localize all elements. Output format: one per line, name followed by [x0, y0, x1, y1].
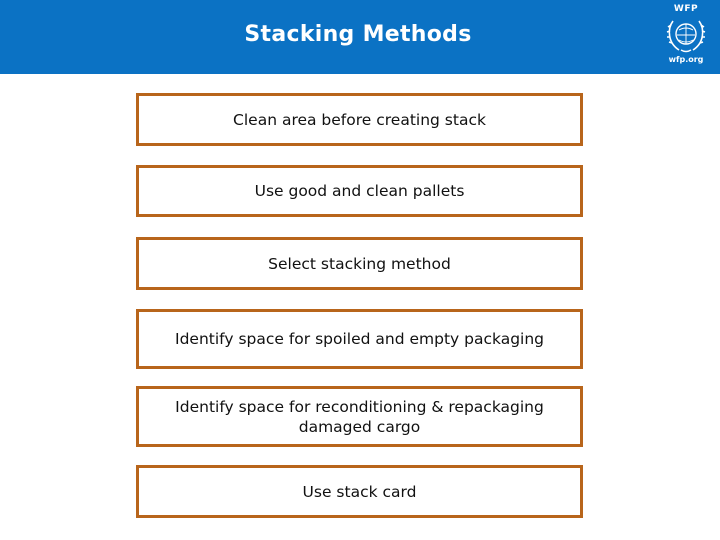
header-bar	[0, 0, 720, 74]
wfp-emblem-icon	[665, 15, 707, 55]
page-title: Stacking Methods	[244, 22, 472, 47]
logo-url: wfp.org	[668, 55, 704, 64]
step-box-spoiled-packaging	[136, 309, 583, 369]
step-label: Clean area before creating stack	[233, 110, 486, 129]
step-label: Select stacking method	[268, 254, 451, 273]
step-box-good-pallets	[136, 165, 583, 217]
step-label: Use good and clean pallets	[254, 182, 465, 200]
wfp-logo	[656, 4, 716, 70]
step-label: Identify space for spoiled and empty packaging	[175, 330, 544, 348]
step-box-reconditioning	[136, 386, 583, 447]
logo-wordmark: WFP	[673, 4, 699, 14]
step-box-select-method	[136, 237, 583, 290]
step-label: Use stack card	[302, 482, 417, 501]
step-box-stack-card	[136, 465, 583, 518]
step-label: Identify space for reconditioning & repackaging damaged cargo	[175, 397, 544, 436]
step-box-clean-area	[136, 93, 583, 146]
